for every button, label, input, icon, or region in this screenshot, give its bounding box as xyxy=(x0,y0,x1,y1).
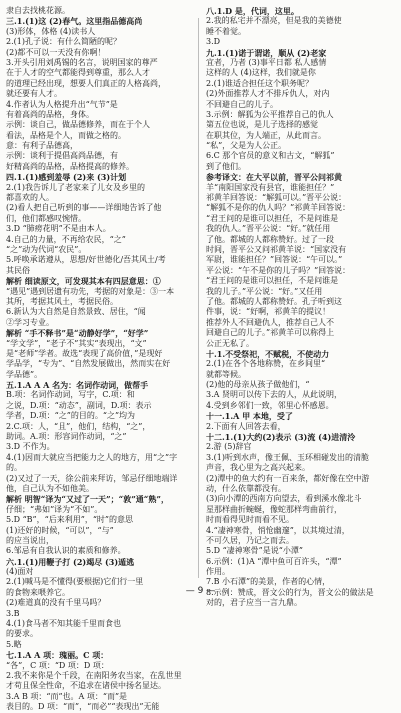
text-line: 羊“南阳国家没有县官，谁能担任？” xyxy=(206,182,335,192)
text-line: 2.(1)孔子说：有什么简陋的呢？ xyxy=(6,37,121,47)
text-line: 我的仇人。”晋平公说：“好。”就任用 xyxy=(206,224,331,234)
text-line: “遇见”遇到居遗有功先，考据的对象是：③一本 xyxy=(6,286,175,296)
text-line: 时而看得见时而看不见。 xyxy=(206,515,294,525)
text-line: 6.新认为大自然是自然景致、居住，“闻 xyxy=(6,307,146,317)
text-line: 学者，D.项：“之”的目的。“之”均为 xyxy=(6,411,136,421)
text-line: 宜者，乃者 (3)事平日都 私人感情 xyxy=(206,57,327,67)
text-line: 其所，考据其风土，考据民俗。 xyxy=(6,296,118,306)
text-line: 学品学，“专为”、“自然发展做出，然而实在好 xyxy=(6,359,171,369)
text-line: 3.A B 项：“而”也。A 项：“而”是 xyxy=(6,691,128,701)
text-line: 8.示例：赞成，晋文公的行为，晋文公的做法是 xyxy=(206,587,374,597)
text-line: “君王问的是谁可以担任，不是问谁是 xyxy=(206,213,339,223)
text-line: 6.示例：(1)A “潭中鱼可百许头，“潭” xyxy=(206,556,342,566)
text-line: 3.示例：解狐为公平推荐自己的仇人 xyxy=(206,109,334,119)
text-line: 3.A 贤明可以传下去的人，从此说明， xyxy=(206,390,342,400)
text-line: 3.D “肺痨花明”不是由本人。 xyxy=(6,224,111,234)
text-line: 看法，品格是个人，而做之格的。 xyxy=(6,130,126,140)
text-line: 是“老师”学者。故选“表现了高价值，”是现好 xyxy=(6,348,163,358)
text-line: 参考译文：在大平以前，晋平公问祁黄 xyxy=(206,172,342,183)
text-line: 2.我的私宅并不漂亮，但是我的美德使 xyxy=(206,16,342,26)
text-line: 3.D 不作为。 xyxy=(6,442,55,452)
text-line: 4.作者认为人格提升出“气节”是 xyxy=(6,99,118,109)
text-line: 7.B 小石潭”的美景，作者的心情， xyxy=(206,577,331,587)
text-line: 3.(1)听到水声，像王佩、玉环相碰发出的清脆 xyxy=(206,452,369,462)
text-line: 2.我不来你是个千段，在南阳务农当家，在乱世里 xyxy=(6,671,182,680)
text-line: (2)他的母亲从孩子做他们，“ xyxy=(206,380,310,390)
text-line: 隶自去找桃花源。 xyxy=(6,6,70,15)
text-line: 4.“凄神寒骨，悄怆幽邃”，以其境过清， xyxy=(206,525,350,535)
text-line: “君王问的是谁可以担任，不是问谁是 xyxy=(206,276,339,286)
right-column xyxy=(206,6,394,609)
text-line: 了他。都城的人都称赞好。过了一段 xyxy=(206,234,334,244)
text-line: 3.开头引用刘禹锡的名言，说明国家的尊严 xyxy=(6,57,158,67)
text-line: 公正无私了。 xyxy=(206,338,254,348)
text-line: (2)都不可以一天没有你啊！ xyxy=(6,47,106,57)
text-line: 睡不着觉。 xyxy=(206,26,246,36)
text-line: 他，自己认为不如他美。 xyxy=(6,483,94,493)
text-line: 示例：谈利于提倡高尚品德，有 xyxy=(6,151,118,161)
text-line: “之”动为代词“农民”。 xyxy=(6,244,87,254)
text-line: 的。 xyxy=(6,463,22,473)
text-line: 5.呼唤承诺遵从，思想/好世德化/吾其风土/考 xyxy=(6,255,166,265)
text-line: 对的，君子应当一言九鼎。 xyxy=(206,598,302,608)
text-line: 十一.1.A 甲 本地，受了 xyxy=(206,411,293,422)
text-line: 六.1.(1)用鞭子打 (2)竭尽 (3)遁逃 xyxy=(6,556,135,567)
text-line: 就都等候。 xyxy=(206,369,246,379)
text-line: 4.(1)因而大就应当把能力之人的地方，用“之”字 xyxy=(6,452,178,462)
text-line: (3)形体，体格 (4)读书人 xyxy=(6,26,96,36)
text-line: B.项：名词作动词，写字，C.项：和 xyxy=(6,390,135,400)
text-line: 5.D “凄神寒骨”是说“小潭” xyxy=(206,546,303,556)
text-line: 不可久居，乃记之而去。 xyxy=(206,535,294,545)
page-number: — 9 — xyxy=(185,586,216,596)
text-line: 6.C 那个官员的意义和古文，“解狐” xyxy=(206,151,335,161)
text-line: 5.D “B”，“后来利用”，“时”的意思 xyxy=(6,515,134,525)
text-line: 2.(1)在各个各地称赞，在乡间里“ xyxy=(206,359,326,369)
text-line: “各”，C 项：“D 项：D 项： xyxy=(6,660,109,670)
text-line: 4.(1)食马者不知其能千里而食也 xyxy=(6,619,121,629)
text-line: (2)外面推荐人才不排斥仇人，对内 xyxy=(206,89,330,99)
text-line: 助词。A.项：形容词作动词，“之” xyxy=(6,432,127,442)
text-line: 4.受到乡邻们一致，邻里心怀感恩。 xyxy=(206,400,334,410)
text-line: 意：有利子品德高， xyxy=(6,141,78,151)
text-line: 3.B xyxy=(6,608,20,618)
text-line: 解析 细读原文，可发现其本有四层意思：① xyxy=(6,276,161,287)
text-line: (2)潭中的鱼大约有一百来条，都好像在空中游 xyxy=(206,473,370,483)
text-line: 七.1.A A 项：瑰丽。C 项： xyxy=(6,650,109,661)
text-line: 之说，D.项：“动态”，副词，D.项：表示 xyxy=(6,400,152,410)
text-line: 这样的人 (4)这样，我们就是你 xyxy=(206,68,316,78)
text-line: “解狐不是你的仇人吗？”祁黄羊回答说： xyxy=(206,203,351,213)
text-line: ②学习专业。 xyxy=(6,317,54,327)
text-line: 才苟且保全性命，不追求在诸侯中扬名显达。 xyxy=(6,681,166,691)
text-line: 回避自己的儿子。”祁黄羊可以称得上 xyxy=(206,328,335,338)
text-line: 星那样曲折蜿蜒，像蛇那样弯曲前行， xyxy=(206,504,342,514)
text-line: “学文学”，“老子不”其实“表现出，“文” xyxy=(6,338,147,348)
text-line: 作用。 xyxy=(206,567,230,577)
text-line: 好精高尚的品格，品格提高的修养。 xyxy=(6,161,134,171)
text-line: 的应当说出， xyxy=(6,535,54,545)
column-divider xyxy=(198,18,199,578)
text-line: (2)看人把自己听到的事——详细地告诉了他 xyxy=(6,203,162,213)
text-line: 祁黄羊回答说：“解狐可以。”晋平公说： xyxy=(206,193,347,203)
text-line: 平公说：“午不是你的儿子吗？”回答说： xyxy=(206,265,351,275)
text-line: 了他。都城的人都称赞好。孔子听到这 xyxy=(206,296,342,306)
text-line: 2.(1)我告诉儿了老家来了儿女及乡里的 xyxy=(6,182,145,192)
text-line: 时间，晋平公又问祁黄羊说：“国家没有 xyxy=(206,244,347,254)
text-line: 推荐外人不回避仇人，推荐自己人不 xyxy=(206,317,334,327)
text-line: 2.下面有人回答去看， xyxy=(206,421,286,431)
text-line: (1)还好的时候，“可以”，“与” xyxy=(6,525,114,535)
text-line: 就还要有人才。 xyxy=(6,89,62,99)
text-line: 十二.1.(1)大约(2)表示 (3)流 (4)进清泠 xyxy=(206,432,356,443)
text-line: 动，什么依靠都没有。 xyxy=(206,483,286,493)
text-line: 八.1.D 是，代词，这里。 xyxy=(206,6,299,16)
text-line: 三.1.(1)这 (2)春气。这里指品德高尚 xyxy=(6,16,143,27)
text-line: 件事，说：“好啊，祁黄羊的提议！ xyxy=(206,307,331,317)
text-line: 的食物来喂养它。 xyxy=(6,587,70,597)
text-line: 声音，我心里为之高兴起来。 xyxy=(206,463,310,473)
text-line: 到了他们。 xyxy=(206,161,246,171)
text-line: 仔细；“弗如”译为“不如”。 xyxy=(6,504,103,514)
text-line: 学品德”。 xyxy=(6,369,43,379)
text-line: 第五位也说，是儿子选择的感觉 xyxy=(206,120,318,130)
text-line: 6.邹忌有自我认识的素质和修养。 xyxy=(6,546,126,556)
text-line: 表目的。D 项：“而”，“而必”“表现出”无能 xyxy=(6,702,160,712)
text-line: 十.1.不受祭祀，不赋税，不使动力 xyxy=(206,348,330,359)
text-line: 示例：谈自己，做品德修养，而在于个人 xyxy=(6,120,150,130)
text-line: “私”，父是为人公正。 xyxy=(206,141,287,151)
text-line: 在于人才的空气都能得到尊重，那么人才 xyxy=(6,68,150,78)
text-line: 2.C.项：人，“且”，他们，结构，“之”， xyxy=(6,421,151,431)
text-line: 2.游 (5)辞官 xyxy=(206,442,252,452)
text-line: 九.1.(1)诺于谓诺，顺从 (2)老家 xyxy=(206,47,327,58)
text-line: (4)面对 xyxy=(6,567,34,577)
text-line: 2.(1)谁适合担任这个职务呢？ xyxy=(206,78,313,88)
text-line: 有着高尚的品格，身体。 xyxy=(6,109,94,119)
text-line: 其民俗 xyxy=(6,265,30,275)
text-line: 2.(1)喊马是不懂得(要根据)它们行一里 xyxy=(6,577,144,587)
text-line: 3.D xyxy=(206,37,221,47)
text-line: 都喜欢的人。 xyxy=(6,193,54,203)
text-line: 四.1.(1)感到羞辱 (2)来 (3)计划 xyxy=(6,172,127,183)
text-line: 解析 明智“译为“又过了一天”；“敦”通“熟”， xyxy=(6,494,169,505)
text-line: 军尉，谁能担任？”回答说：“午可以。” xyxy=(206,255,343,265)
text-line: 4.自己的力量，不再给农民，“之” xyxy=(6,234,126,244)
text-line: 解析 “手不释书”是“动静好学”，“好学” xyxy=(6,328,149,339)
text-line: 们，他们都感叹惋惜。 xyxy=(6,213,86,223)
text-line: 5.略 xyxy=(6,639,22,649)
left-column xyxy=(6,6,192,713)
text-line: 五.1.A A A 名为：名词作动词，做帮手 xyxy=(6,380,149,391)
text-line: 在职其位，为人端正，从此而言。 xyxy=(206,130,326,140)
text-line: (3)向小潭的西南方向望去，看到溪水像北斗 xyxy=(206,494,362,504)
text-line: 我的儿子。”平公说：“好。”又任用 xyxy=(206,286,323,296)
text-line: (2)又过了一天，徐公前来拜访，邹忌仔细地端详 xyxy=(6,473,178,483)
text-line: 的要求。 xyxy=(6,629,38,639)
text-line: 不回避自己的儿子。 xyxy=(206,99,278,109)
text-line: 的道理已经出现，想要人们真正的人格高尚， xyxy=(6,78,166,88)
text-line: (2)难道真的没有千里马吗？ xyxy=(6,598,106,608)
